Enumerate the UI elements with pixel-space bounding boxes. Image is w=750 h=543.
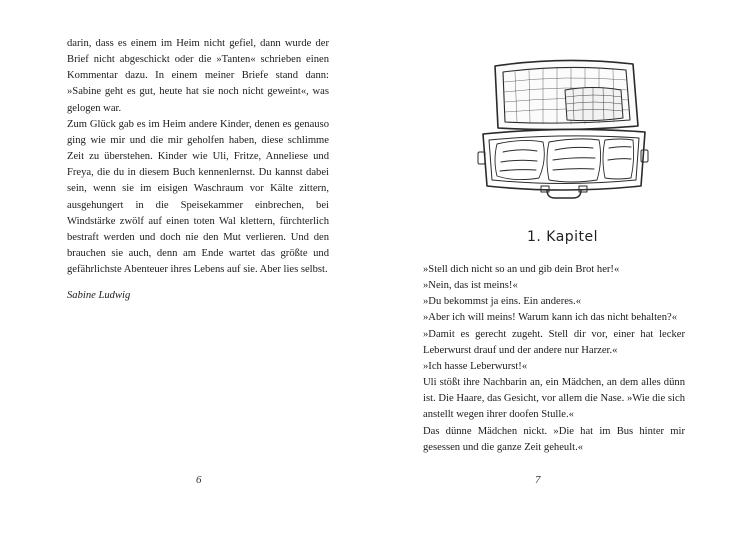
paragraph: »Aber ich will meins! Warum kann ich das nicht behalten?« xyxy=(423,312,678,324)
paragraph: »Nein, das ist meins!« xyxy=(423,280,518,292)
paragraph: Das dünne Mädchen nickt. »Die hat im Bus hinter mir gesessen und die ganze Zeit geheult.« xyxy=(423,425,685,453)
paragraph: »Du bekommst ja eins. Ein anderes.« xyxy=(423,296,581,308)
paragraph: darin, dass es einem im Heim nicht gefiel, dann wurde der Brief nicht abgeschickt oder die »Tanten« schrieben einen Kommentar dazu. In einem meiner Briefe stand dann: »Sabine geht es gut, heute hat sie noch nicht geweint«, was gelogen war. xyxy=(67,38,329,114)
right-body-text xyxy=(423,262,685,456)
suitcase-illustration xyxy=(473,52,653,202)
paragraph: Uli stößt ihre Nachbarin an, ein Mädchen, an dem alles dünn ist. Die Haare, das Gesicht, vor allem die Nase. »Wie die sich anstellt wegen ihrer doofen Stulle.« xyxy=(423,377,685,421)
author-signature: Sabine Ludwig xyxy=(67,290,131,301)
paragraph: Zum Glück gab es im Heim andere Kinder, denen es genauso ging wie mir und die mir geholfen haben, diese schlimme Zeit zu überstehen. Kinder wie Uli, Fritze, Anneliese und Freya, die du in diesem Buch kennenlernst. Du kannst dabei sein, wenn sie im eisigen Waschraum vor Kälte zittern, ausgehungert in die Speisekammer einbrechen, bei Windstärke zwölf auf einen toten Wal klettern, fürchterlich bestraft werden und doch nie den Mut verlieren. Und den brauchen sie auch, denn am Ende wartet das größte und gefährlichste Abenteuer ihres Lebens auf sie. Aber lies selbst. xyxy=(67,118,329,276)
chapter-title: 1. Kapitel xyxy=(526,229,599,245)
paragraph: »Ich hasse Leberwurst!« xyxy=(423,360,528,372)
paragraph: »Damit es gerecht zugeht. Stell dir vor, einer hat lecker Leberwurst drauf und der andere nur Harzer.« xyxy=(423,328,685,356)
page-number: 6 xyxy=(196,474,202,486)
left-body-text xyxy=(67,36,329,278)
page-number: 7 xyxy=(535,474,541,486)
right-page xyxy=(375,0,750,543)
paragraph: »Stell dich nicht so an und gib dein Brot her!« xyxy=(423,264,620,275)
